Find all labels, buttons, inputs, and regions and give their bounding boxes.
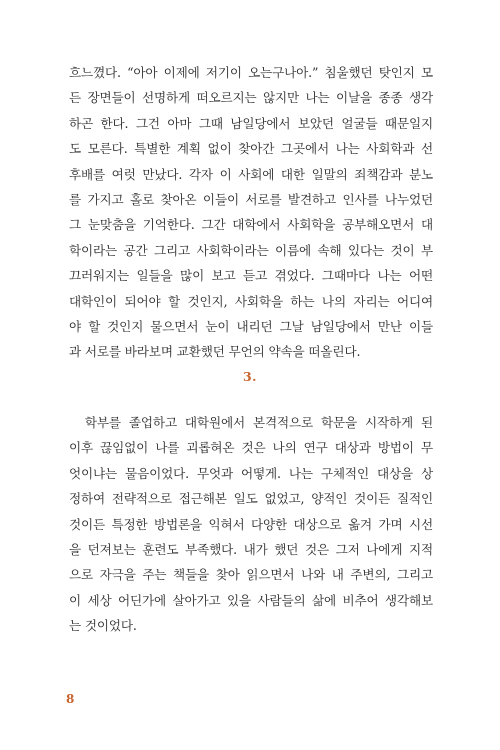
- text-line: 를 가지고 홀로 찾아온 이들이 서로를 발견하고 인사를 나누었던: [69, 191, 433, 207]
- text-line: 흐느꼈다. “아아 이제에 저기이 오는구나아.” 침울했던 탓인지 모: [69, 65, 433, 80]
- paragraph-1: [69, 60, 433, 365]
- text-line: 이후 끊임없이 나를 괴롭혀온 것은 나의 연구 대상과 방법이 무: [69, 440, 433, 456]
- text-line: 정하여 전략적으로 접근해본 일도 없었고, 양적인 것이든 질적인: [69, 491, 433, 507]
- text-line: 야 할 것인지 물으면서 눈이 내리던 그날 남일당에서 만난 이들: [69, 318, 433, 334]
- text-line: 을 던져보는 훈련도 부족했다. 내가 했던 것은 그저 나에게 지적: [69, 541, 433, 557]
- text-line: 이 세상 어딘가에 살아가고 있을 사람들의 삶에 비추어 생각해보: [69, 592, 433, 608]
- paragraph-2: [69, 410, 433, 639]
- text-line: 든 장면들이 선명하게 떠오르지는 않지만 나는 이날을 종종 생각: [69, 90, 433, 106]
- text-line: 도 모른다. 특별한 계획 없이 찾아간 그곳에서 나는 사회학과 선: [69, 141, 433, 157]
- text-line: 과 서로를 바라보며 교환했던 무언의 약속을 떠올린다.: [69, 344, 361, 360]
- section-heading: 3.: [242, 369, 258, 384]
- text-line: 그 눈맞춤을 기억한다. 그간 대학에서 사회학을 공부해오면서 대: [69, 217, 433, 233]
- text-line: 후배를 여럿 만났다. 각자 이 사회에 대한 일말의 죄책감과 분노: [69, 166, 433, 182]
- text-line: 끄러워지는 일들을 많이 보고 듣고 겪었다. 그때마다 나는 어떤: [69, 268, 433, 284]
- text-line: 하곤 한다. 그건 아마 그때 남일당에서 보았던 얼굴들 때문일지: [69, 115, 433, 131]
- text-line: 학이라는 공간 그리고 사회학이라는 이름에 속해 있다는 것이 부: [69, 242, 433, 258]
- text-line: 엇이냐는 물음이었다. 무엇과 어떻게. 나는 구체적인 대상을 상: [69, 465, 433, 481]
- text-line: 학부를 졸업하고 대학원에서 본격적으로 학문을 시작하게 된: [69, 415, 433, 430]
- text-line: 대학인이 되어야 할 것인지, 사회학을 하는 나의 자리는 어디여: [69, 293, 433, 309]
- text-line: 는 것이었다.: [69, 618, 137, 634]
- page-number: 8: [66, 692, 75, 706]
- text-line: 것이든 특정한 방법론을 익혀서 다양한 대상으로 옮겨 가며 시선: [69, 516, 433, 532]
- text-line: 으로 자극을 주는 책들을 찾아 읽으면서 나와 내 주변의, 그리고: [69, 567, 433, 583]
